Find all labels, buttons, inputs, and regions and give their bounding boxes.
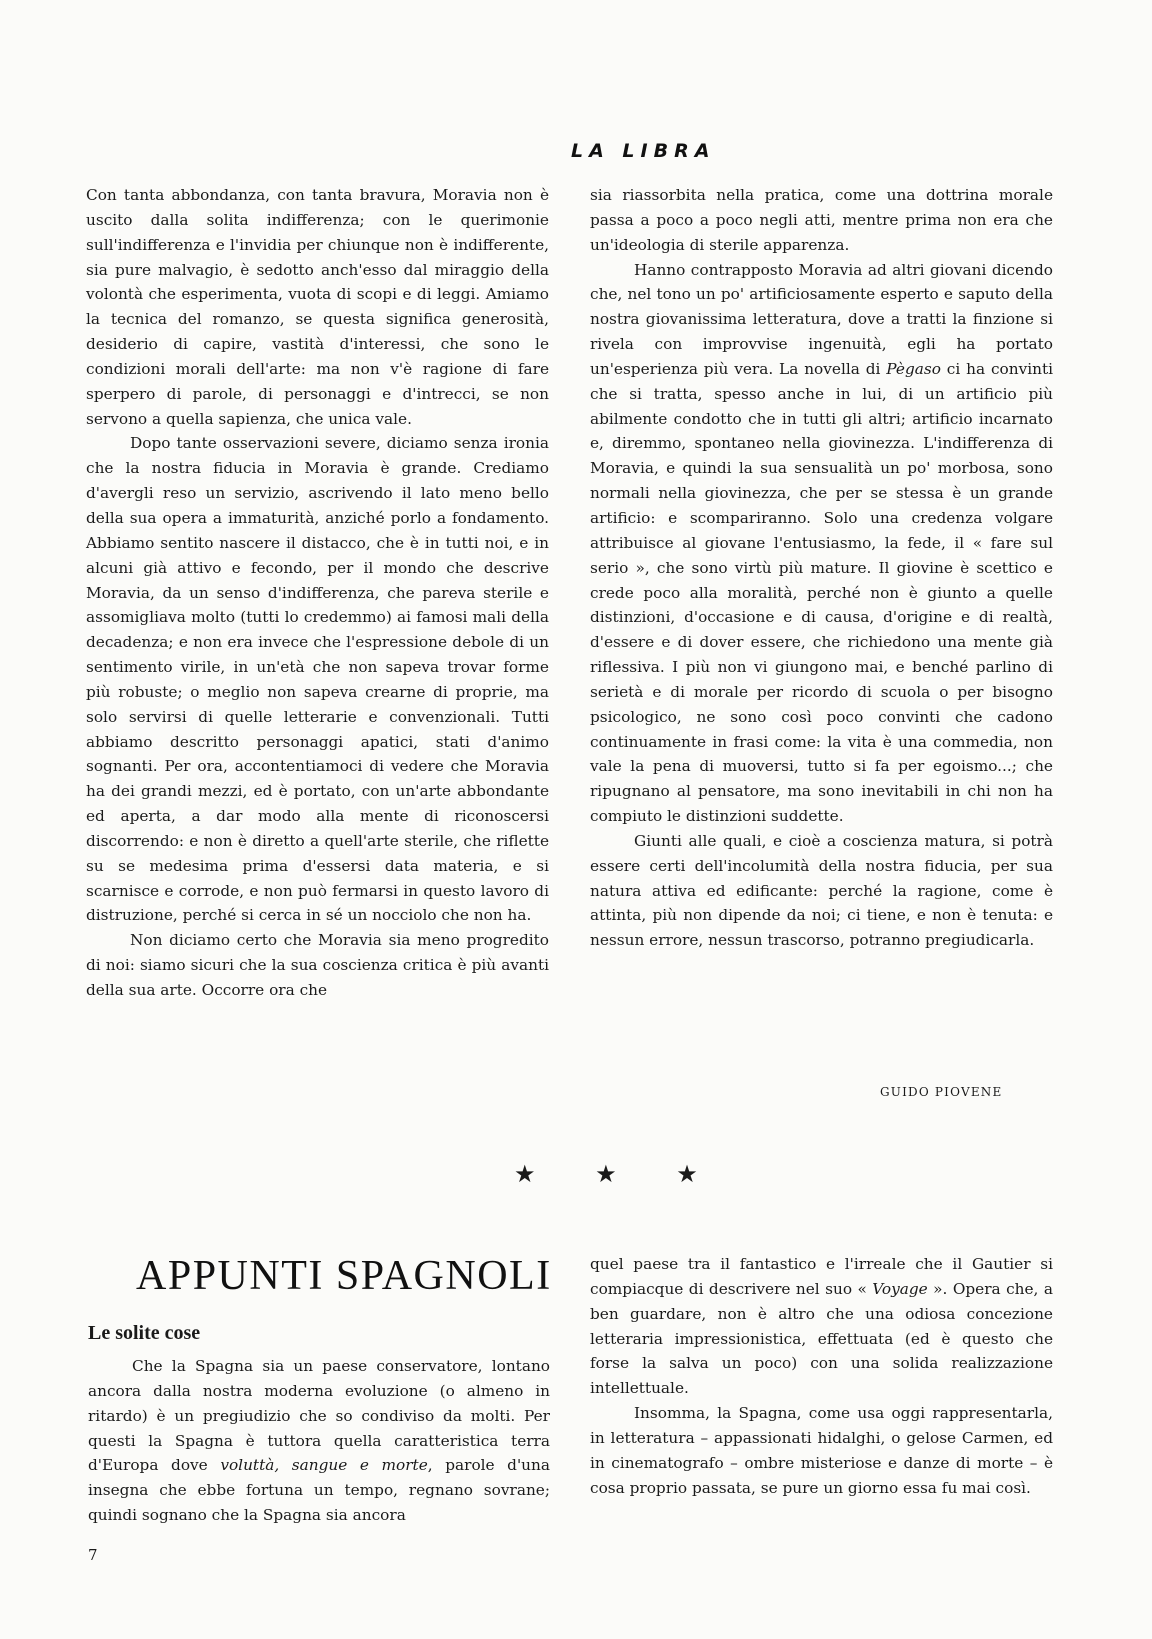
italic-title: Voyage <box>872 1279 928 1298</box>
paragraph: Con tanta abbondanza, con tanta bravura, Moravia non è uscito dalla solita indifferenza; con le querimonie sull'indifferenza e l'invidia per chiunque non è indifferente, sia pure malvagio, è sedotto anch'esso dal miraggio della volontà che esperimenta, vuota di scopi e di leggi. Amiamo la tecnica del romanzo, se questa significa generosità, desiderio di capire, vastità d'interessi, che sono le condizioni morali dell'arte: ma non v'è ragione di fare sperpero di parole, di personaggi e d'intrecci, se non servono a quella sapienza, che unica vale. <box>86 186 549 428</box>
text-run: sia riassorbita nella pratica, come una dottrina morale passa a poco a poco negli atti, mentre prima non era che un'ideologia di sterile apparenza. <box>590 186 1053 254</box>
text-run: Giunti alle quali, e cioè a coscienza matura, si potrà essere certi dell'incolumità della nostra fiducia, per sua natura attiva ed edificante: perché la ragione, come è attinta, più non dipende da noi; ci tiene, e non è tenuta: e nessun errore, nessun trascorso, potranno pregiudicarla. <box>590 831 1053 950</box>
section-separator: ★ ★ ★ <box>514 1160 724 1188</box>
article-title: APPUNTI SPAGNOLI <box>136 1253 552 1299</box>
article1-column-left <box>86 183 549 1003</box>
text-run: Insomma, la Spagna, come usa oggi rappresentarla, in letteratura – appassionati hidalghi, o gelose Carmen, ed in cinematografo – ombre misteriose e danze di morte – è cosa proprio passata, se pure un giorno essa fu mai così. <box>590 1404 1053 1497</box>
article1-column-right <box>590 183 1053 953</box>
article2-column-right <box>590 1252 1053 1500</box>
paragraph <box>590 183 1053 258</box>
article-subheading: Le solite cose <box>88 1322 201 1344</box>
article2-column-left <box>88 1354 550 1528</box>
paragraph <box>590 829 1053 953</box>
journal-header: LA LIBRA <box>571 140 716 162</box>
paragraph: Dopo tante osservazioni severe, diciamo senza ironia che la nostra fiducia in Moravia è grande. Crediamo d'avergli reso un servizio, ascrivendo il lato meno bello della sua opera a immaturità, anziché porlo a fondamento. Abbiamo sentito nascere il distacco, che è in tutti noi, e in alcuni già attivo e fecondo, per il mondo che descrive Moravia, da un senso d'indifferenza, che pareva sterile e assomigliava molto (tutti lo credemmo) ai famosi mali della decadenza; e non era invece che l'espressione debole di un sentimento virile, in un'età che non sapeva trovar forme più robuste; o meglio non sapeva crearne di proprie, ma solo servirsi di quelle letterarie e convenzionali. Tutti abbiamo descritto personaggi apatici, stati d'animo sognanti. Per ora, accontentiamoci di vedere che Moravia ha dei grandi mezzi, ed è portato, con un'arte abbondante ed aperta, a dar modo alla mente di riconoscersi discorrendo: e non è diretto a quell'arte sterile, che riflette su se medesima prima d'essersi data materia, e si scarnisce e corrode, e non può fermarsi in questo lavoro di distruzione, perché si cerca in sé un nocciolo che non ha. <box>86 434 549 925</box>
page-number: 7 <box>88 1546 98 1564</box>
author-signature: GUIDO PIOVENE <box>880 1085 1003 1099</box>
paragraph <box>590 1401 1053 1500</box>
text-run: ci ha convinti che si tratta, spesso anche in lui, di un artificio più abilmente condotto che in tutti gli altri; artificio incarnato e, diremmo, spontaneo nella giovinezza. L'indifferenza di Moravia, e quindi la sua sensualità un po' morbosa, sono normali nella giovinezza, che per se stessa è un grande artificio: e scompariranno. Solo una credenza volgare attribuisce al giovane l'entusiasmo, la fede, il « fare sul serio », che sono virtù più mature. Il giovine è scettico e crede poco alla moralità, perché non è giunto a quelle distinzioni, d'occasione e di causa, d'origine e di realtà, d'essere e di dover essere, che richiedono una mente già riflessiva. I più non vi giungono mai, e benché parlino di serietà e di morale per ricordo di scuola o per bisogno psicologico, ne sono così poco convinti che cadono continuamente in frasi come: la vita è una commedia, non vale la pena di muoversi, tutto si fa per egoismo...; che ripugnano al pensatore, ma sono inevitabili in chi non ha compiuto le distinzioni suddette. <box>590 359 1053 826</box>
paragraph <box>88 1354 550 1528</box>
italic-phrase: voluttà, sangue e morte <box>220 1456 428 1475</box>
paragraph <box>590 1252 1053 1401</box>
text-run: Che la Spagna sia un paese conservatore, lontano ancora dalla nostra moderna evoluzione (o almeno in ritardo) è un pregiudizio che so condiviso da molti. Per questi la Spagna è tuttora quella caratteristica terra d'Europa dove <box>88 1357 550 1475</box>
text-run: ». Opera che, a ben guardare, non è altro che una odiosa concezione letteraria impressionistica, effettuata (ed è questo che forse la salva un poco) con una solida realizzazione intellettuale. <box>590 1279 1053 1398</box>
paragraph <box>590 258 1053 829</box>
text-run: Hanno contrapposto Moravia ad altri giovani dicendo che, nel tono un po' artificiosamente esperto e saputo della nostra giovanissima letteratura, dove a tratti la finzione si rivela con improvvise ingenuità, egli ha portato un'esperienza più vera. La novella di <box>590 260 1053 378</box>
text-run: quel paese tra il fantastico e l'irreale che il Gautier si compiacque di descrivere nel suo « <box>590 1255 1053 1298</box>
italic-title: Pègaso <box>886 359 941 378</box>
text-run: , parole d'una insegna che ebbe fortuna un tempo, regnano sovrane; quindi sognano che la Spagna sia ancora <box>88 1456 550 1525</box>
paragraph: Non diciamo certo che Moravia sia meno progredito di noi: siamo sicuri che la sua coscienza critica è più avanti della sua arte. Occorre ora che <box>86 931 549 999</box>
